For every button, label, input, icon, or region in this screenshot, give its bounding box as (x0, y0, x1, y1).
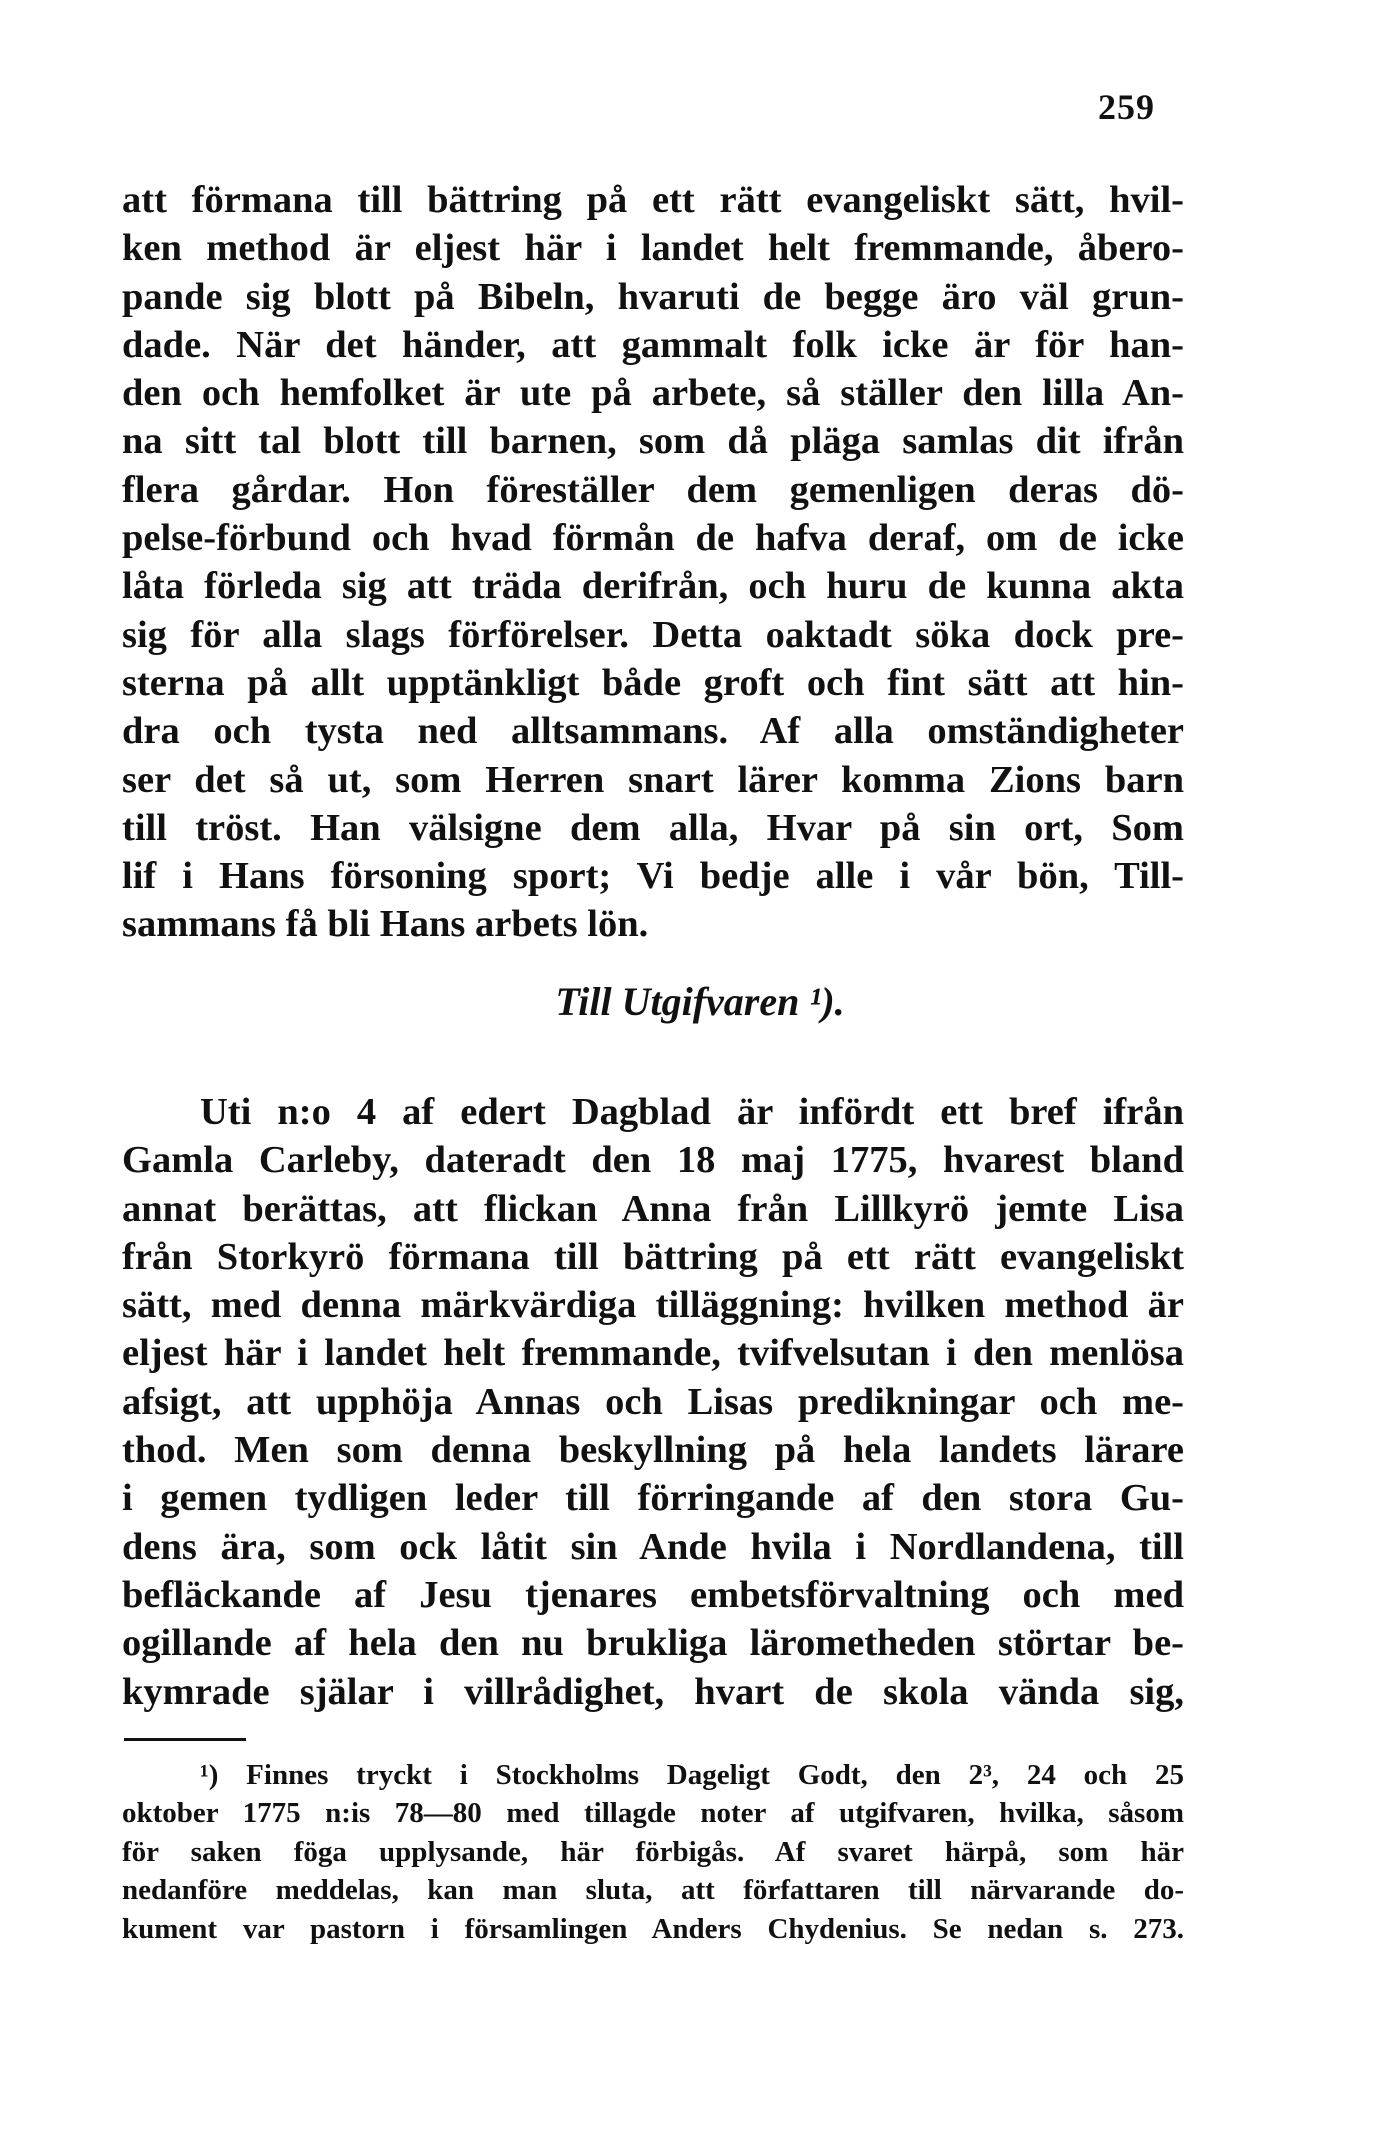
text-line: sterna på allt upptänkligt både groft och fint sätt att hin- (122, 661, 1184, 704)
text-line: dens ära, som ock låtit sin Ande hvila i Nordlandena, till (122, 1525, 1184, 1568)
text-line: flera gårdar. Hon föreställer dem gemenligen deras dö- (122, 468, 1184, 511)
section-heading: Till Utgifvaren ¹). (555, 979, 845, 1024)
footnote-line: oktober 1775 n:is 78—80 med tillagde noter af utgifvaren, hvilka, såsom (122, 1797, 1184, 1830)
text-line: pelse-förbund och hvad förmån de hafva deraf, om de icke (122, 517, 1184, 560)
text-line: Uti n:o 4 af edert Dagblad är infördt ett bref ifrån (200, 1091, 1184, 1133)
footnote-divider (124, 1738, 246, 1741)
text-line: från Storkyrö förmana till bättring på ett rätt evangeliskt (122, 1235, 1184, 1278)
text-line: ser det så ut, som Herren snart lärer komma Zions barn (122, 758, 1184, 801)
footnote (122, 1756, 1184, 1948)
text-line: pande sig blott på Bibeln, hvaruti de begge äro väl grun- (122, 275, 1184, 318)
text-line: kymrade själar i villrådighet, hvart de skola vända sig, (122, 1670, 1184, 1713)
text-line: thod. Men som denna beskyllning på hela landets lärare (122, 1429, 1184, 1472)
footnote-line: kument var pastorn i församlingen Anders Chydenius. Se nedan s. 273. (122, 1912, 1184, 1945)
text-line: sig för alla slags förförelser. Detta oaktadt söka dock pre- (122, 613, 1184, 656)
page-number: 259 (1098, 87, 1155, 127)
text-line: befläckande af Jesu tjenares embetsförvaltning och med (122, 1573, 1184, 1616)
text-line: annat berättas, att flickan Anna från Lillkyrö jemte Lisa (122, 1187, 1184, 1230)
text-line: den och hemfolket är ute på arbete, så ställer den lilla An- (122, 372, 1184, 415)
text-line: sätt, med denna märkvärdiga tilläggning: hvilken method är (122, 1284, 1184, 1327)
text-line: na sitt tal blott till barnen, som då pläga samlas dit ifrån (122, 420, 1184, 463)
text-line: Gamla Carleby, dateradt den 18 maj 1775, hvarest bland (122, 1139, 1184, 1182)
text-line: dade. När det händer, att gammalt folk icke är för han- (122, 323, 1184, 366)
paragraph-continued (122, 176, 1184, 949)
text-line: eljest här i landet helt fremmande, tvifvelsutan i den menlösa (122, 1332, 1184, 1375)
text-line: att förmana till bättring på ett rätt evangeliskt sätt, hvil- (122, 179, 1184, 221)
footnote-line: för saken föga upplysande, här förbigås. Af svaret härpå, som här (122, 1835, 1184, 1868)
text-line: sammans få bli Hans arbets lön. (122, 903, 649, 946)
text-line: dra och tysta ned alltsammans. Af alla omständigheter (122, 710, 1184, 753)
footnote-line: nedanföre meddelas, kan man sluta, att författaren till närvarande do- (122, 1874, 1184, 1907)
footnote-line: ¹) Finnes tryckt i Stockholms Dageligt Godt, den 2³, 24 och 25 (200, 1759, 1184, 1791)
letter-paragraph (122, 1088, 1184, 1716)
text-line: ken method är eljest här i landet helt fremmande, åbero- (122, 227, 1184, 270)
text-line: låta förleda sig att träda derifrån, och huru de kunna akta (122, 565, 1184, 608)
text-line: ogillande af hela den nu brukliga lärometheden störtar be- (122, 1622, 1184, 1665)
text-line: till tröst. Han välsigne dem alla, Hvar på sin ort, Som (122, 806, 1184, 849)
text-line: afsigt, att upphöja Annas och Lisas predikningar och me- (122, 1380, 1184, 1423)
text-line: i gemen tydligen leder till förringande af den stora Gu- (122, 1477, 1184, 1520)
text-line: lif i Hans försoning sport; Vi bedje alle i vår bön, Till- (122, 855, 1184, 898)
